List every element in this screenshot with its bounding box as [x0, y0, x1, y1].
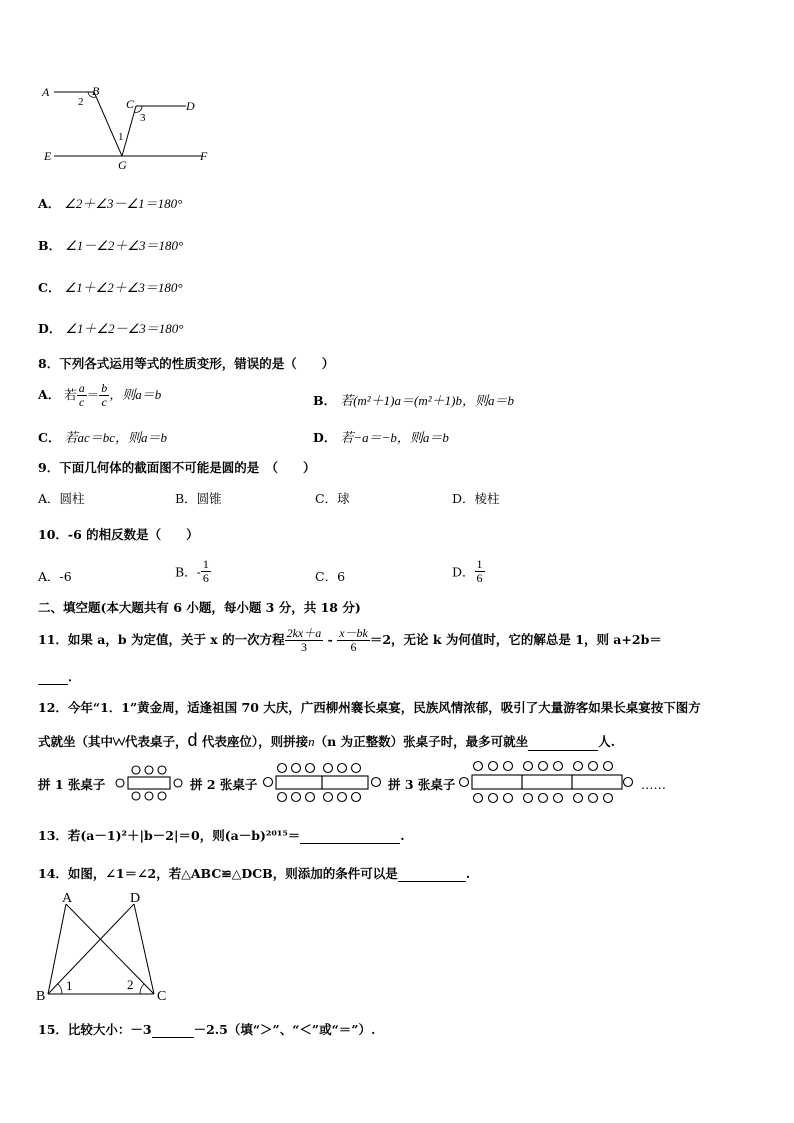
fig1-label-D: D	[186, 99, 195, 113]
angle-mark-1	[58, 984, 62, 994]
fig1-label-E: E	[44, 149, 52, 163]
q7-option-b: B． ∠1－∠2＋∠3＝180°	[38, 238, 184, 253]
q12-line2: 式就坐（其中 代表桌子，d 代表座位），则拼接n（n 为正整数）张桌子时，最多可就坐 人.	[38, 730, 615, 750]
q8-option-b: B． 若(m²＋1)a＝(m²＋1)b，则a＝b	[313, 393, 514, 408]
q12-pin2-label: 拼 2 张桌子	[190, 777, 258, 792]
q14-answer-blank[interactable]	[398, 868, 466, 882]
fig2-label-D: D	[130, 891, 141, 906]
fig1-label-B: B	[92, 84, 100, 98]
table-rect	[276, 776, 322, 789]
q9-option-a: A．圆柱	[38, 491, 85, 506]
q14-stem: 14．如图，∠1＝∠2，若△ABC≌△DCB，则添加的条件可以是 .	[38, 866, 471, 881]
table-rect	[322, 776, 368, 789]
q7-option-d: D． ∠1＋∠2－∠3＝180°	[38, 321, 184, 336]
q10-option-c: C．6	[315, 569, 346, 584]
q12-answer-blank[interactable]	[528, 737, 598, 751]
q11-answer-line: ．	[38, 667, 81, 685]
q9-option-d: D．棱柱	[452, 491, 500, 506]
fig1-label-G: G	[118, 158, 127, 172]
q12-line1: 12．今年“1．1”黄金周，适逢祖国 70 大庆，广西柳州褰长桌宴，民族风情浓郁，吸引了大量游客如果长桌宴按下图方	[38, 700, 701, 715]
q12-one-table-diagram	[114, 764, 186, 802]
q9-option-c: C．球	[315, 491, 350, 506]
segment-BG	[94, 92, 122, 156]
fig1-angle-2: 2	[78, 96, 84, 108]
table-rect	[522, 775, 572, 789]
fig1-label-C: C	[126, 97, 135, 111]
q13-stem: 13．若(a－1)²＋|b－2|＝0，则(a－b)²⁰¹⁵＝ .	[38, 828, 405, 843]
fig1-angle-3: 3	[140, 112, 146, 124]
q10-option-a: A．-6	[38, 569, 72, 584]
q10-option-d: D． $\frac{1}{6}$	[452, 557, 483, 585]
q13-answer-blank[interactable]	[300, 830, 400, 844]
q9-option-b: B．圆锥	[175, 491, 222, 506]
q7-option-c: C． ∠1＋∠2＋∠3＝180°	[38, 280, 183, 295]
section-fill-blank-title: 二、填空题(本大题共有 6 小题，每小题 3 分，共 18 分)	[38, 600, 361, 615]
q8-option-c: C． 若ac＝bc，则a＝b	[38, 430, 167, 445]
q12-three-table-diagram	[458, 760, 634, 806]
fig2-angle-2: 2	[127, 977, 134, 992]
table-rect	[572, 775, 622, 789]
q11-stem: 11．如果 a，b 为定值，关于 x 的一次方程 $\frac{2kx+a}{3}$ - $\frac{x-bk}{6}$ ＝2，无论 k 为何值时，它的解总是 1，则 a+2b＝	[38, 626, 662, 654]
q8-stem: 8．下列各式运用等式的性质变形，错误的是（ ）	[38, 356, 335, 371]
q7-option-a: A． ∠2＋∠3－∠1＝180°	[38, 196, 183, 211]
fig2-angle-1: 1	[66, 978, 73, 993]
fig2-label-B: B	[36, 989, 46, 1004]
q15-answer-blank[interactable]	[152, 1024, 194, 1038]
q10-stem: 10．-6 的相反数是（ ）	[38, 527, 199, 542]
q8-option-a: A． 若 $\frac{a}{c}$ ＝ $\frac{b}{c}$ ，则a＝b	[38, 381, 162, 409]
fig1-label-A: A	[42, 85, 50, 99]
segment-AB	[48, 904, 66, 994]
table-symbol-icon	[113, 734, 125, 744]
figure-congruent-triangles	[34, 890, 184, 1008]
q12-pin3-label: 拼 3 张桌子	[388, 777, 456, 792]
angle-mark-2	[140, 984, 144, 994]
q10-option-b: B．- $\frac{1}{6}$	[175, 557, 209, 585]
figure-parallel-lines	[40, 84, 220, 172]
table-rect	[128, 777, 170, 789]
q12-ellipsis: ……	[641, 777, 666, 792]
q12-pin1-label: 拼 1 张桌子	[38, 777, 106, 792]
fig1-label-F: F	[200, 149, 208, 163]
table-rect	[472, 775, 522, 789]
q9-stem: 9．下面几何体的截面图不可能是圆的是 （ ）	[38, 460, 316, 475]
q12-two-table-diagram	[262, 762, 384, 804]
segment-AC	[66, 904, 154, 994]
fig2-label-C: C	[157, 989, 167, 1004]
segment-CG	[122, 106, 136, 156]
segment-DC	[134, 904, 154, 994]
segment-BD	[48, 904, 134, 994]
q15-stem: 15．比较大小：－3 －2.5（填“＞”、“＜”或“＝”）.	[38, 1022, 376, 1037]
q8-option-d: D． 若−a＝−b，则a＝b	[313, 430, 449, 445]
q11-answer-blank[interactable]	[38, 671, 68, 685]
fig2-label-A: A	[62, 891, 73, 906]
fig1-angle-1: 1	[118, 131, 124, 143]
